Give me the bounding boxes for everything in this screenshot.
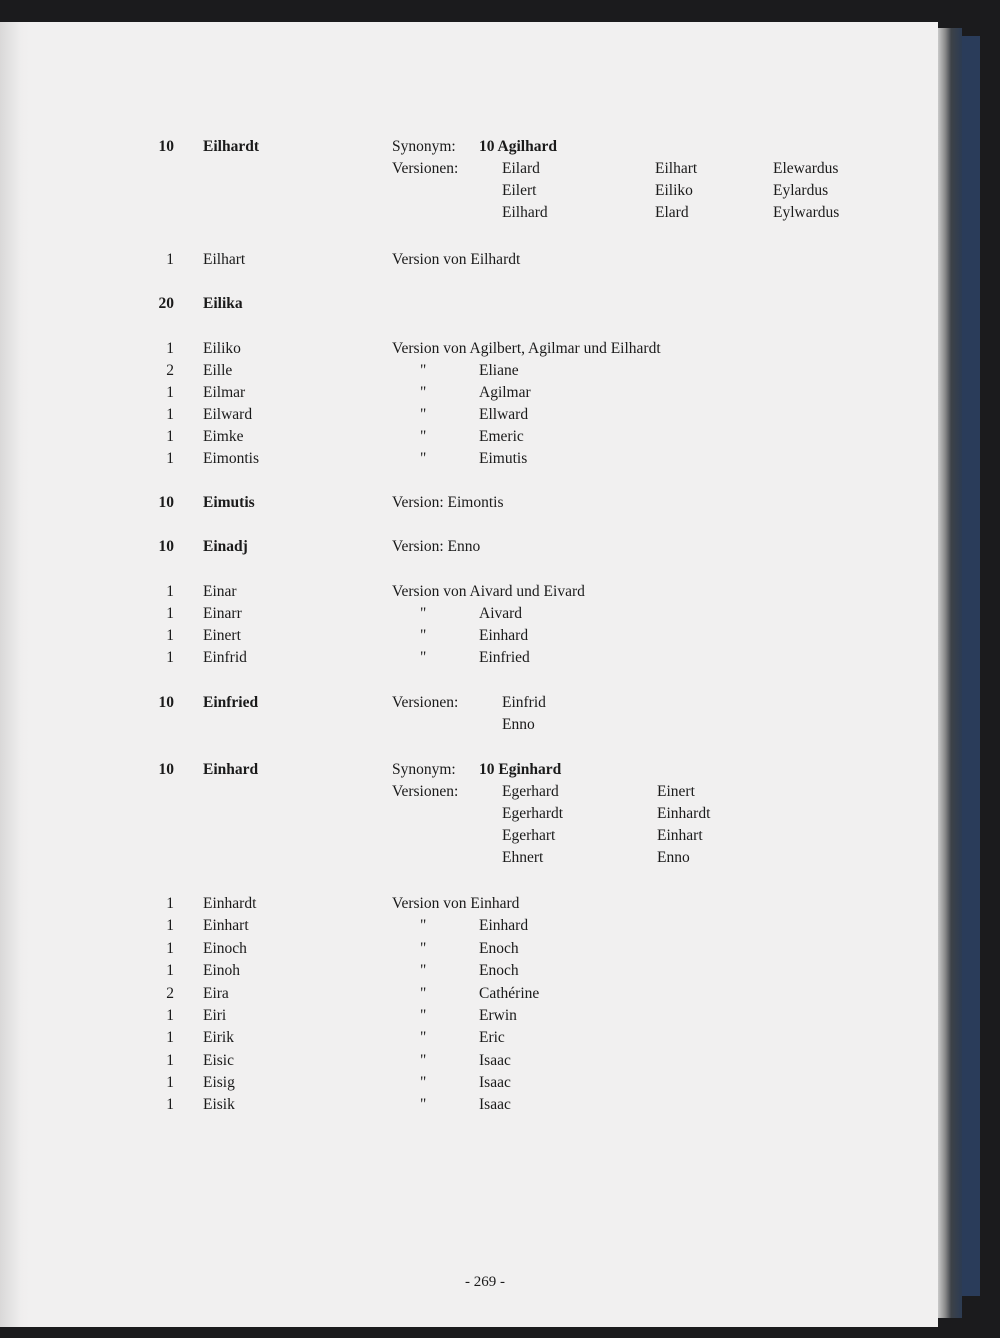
entry-info: Version von Einhard xyxy=(392,895,520,912)
entry-info: Eilhart xyxy=(655,160,698,177)
entry-name: Eimontis xyxy=(203,450,259,467)
entry-info: Enoch xyxy=(479,962,519,979)
ditto-mark: " xyxy=(420,1007,427,1024)
entry-info: Versionen: xyxy=(392,694,459,711)
entry-info: Einhard xyxy=(479,917,529,934)
entry-info: 10 Agilhard xyxy=(479,138,557,155)
entry-count: 10 xyxy=(158,538,174,555)
entry-info: Eilert xyxy=(502,182,537,199)
entry-name: Eimutis xyxy=(203,494,255,511)
entry-name: Eiliko xyxy=(203,340,241,357)
entry-count: 10 xyxy=(158,761,174,778)
entry-info: Synonym: xyxy=(392,761,456,778)
entry-info: Einhard xyxy=(479,627,529,644)
entry-count: 1 xyxy=(166,428,174,445)
entry-name: Einert xyxy=(203,627,241,644)
ditto-mark: " xyxy=(420,428,427,445)
entry-info: Einhardt xyxy=(657,805,711,822)
entry-info: Emeric xyxy=(479,428,524,445)
entry-info: Eric xyxy=(479,1029,505,1046)
entry-name: Einhart xyxy=(203,917,249,934)
entry-name: Einfrid xyxy=(203,649,247,666)
entry-name: Einarr xyxy=(203,605,242,622)
page-gutter-shadow xyxy=(0,22,30,1327)
entry-info: Einfried xyxy=(479,649,530,666)
entry-count: 10 xyxy=(158,694,174,711)
entry-count: 10 xyxy=(158,494,174,511)
entry-info: 10 Eginhard xyxy=(479,761,562,778)
entry-name: Eilhardt xyxy=(203,138,259,155)
book-edge xyxy=(938,28,962,1318)
entry-name: Eilhart xyxy=(203,251,246,268)
entry-count: 10 xyxy=(158,138,174,155)
ditto-mark: " xyxy=(420,649,427,666)
entry-info: Eilard xyxy=(502,160,540,177)
entry-count: 1 xyxy=(166,940,174,957)
entry-name: Eisic xyxy=(203,1052,234,1069)
entry-name: Eiri xyxy=(203,1007,227,1024)
entry-info: Erwin xyxy=(479,1007,517,1024)
entry-name: Eilmar xyxy=(203,384,246,401)
entry-info: Version: Eimontis xyxy=(392,494,504,511)
entry-count: 2 xyxy=(166,985,174,1002)
ditto-mark: " xyxy=(420,406,427,423)
entry-count: 1 xyxy=(166,340,174,357)
entry-count: 20 xyxy=(158,295,174,312)
ditto-mark: " xyxy=(420,1096,427,1113)
entry-count: 1 xyxy=(166,1007,174,1024)
entry-info: Isaac xyxy=(479,1096,511,1113)
entry-count: 1 xyxy=(166,1096,174,1113)
entry-info: Eliane xyxy=(479,362,519,379)
entry-count: 1 xyxy=(166,1029,174,1046)
entry-count: 1 xyxy=(166,251,174,268)
entry-info: Isaac xyxy=(479,1052,511,1069)
entry-info: Einert xyxy=(657,783,695,800)
ditto-mark: " xyxy=(420,1029,427,1046)
entry-name: Einadj xyxy=(203,538,248,555)
entry-info: Enno xyxy=(502,716,535,733)
entry-info: Version von Eilhardt xyxy=(392,251,521,268)
entry-info: Einhart xyxy=(657,827,703,844)
entry-name: Einar xyxy=(203,583,237,600)
entry-count: 1 xyxy=(166,450,174,467)
book-cover-edge xyxy=(962,36,980,1296)
entry-name: Eille xyxy=(203,362,233,379)
entry-count: 1 xyxy=(166,605,174,622)
entry-name: Eirik xyxy=(203,1029,234,1046)
entry-name: Einoh xyxy=(203,962,241,979)
entry-count: 1 xyxy=(166,406,174,423)
ditto-mark: " xyxy=(420,605,427,622)
entry-info: Agilmar xyxy=(479,384,531,401)
entry-info: Version von Aivard und Eivard xyxy=(392,583,585,600)
entry-info: Enoch xyxy=(479,940,519,957)
entry-count: 1 xyxy=(166,895,174,912)
entry-count: 1 xyxy=(166,583,174,600)
ditto-mark: " xyxy=(420,917,427,934)
entry-info: Egerhardt xyxy=(502,805,564,822)
ditto-mark: " xyxy=(420,627,427,644)
entry-name: Einfried xyxy=(203,694,259,711)
entry-count: 1 xyxy=(166,627,174,644)
entry-info: Elewardus xyxy=(773,160,839,177)
entry-info: Synonym: xyxy=(392,138,456,155)
entry-info: Egerhard xyxy=(502,783,559,800)
ditto-mark: " xyxy=(420,962,427,979)
entry-count: 1 xyxy=(166,649,174,666)
entry-count: 1 xyxy=(166,962,174,979)
entry-info: Ehnert xyxy=(502,849,544,866)
entry-info: Eimutis xyxy=(479,450,528,467)
entry-count: 1 xyxy=(166,917,174,934)
entry-name: Einoch xyxy=(203,940,247,957)
entry-info: Version von Agilbert, Agilmar und Eilhardt xyxy=(392,340,661,357)
ditto-mark: " xyxy=(420,362,427,379)
entry-name: Eilward xyxy=(203,406,253,423)
entry-name: Eilika xyxy=(203,295,243,312)
entry-count: 1 xyxy=(166,1052,174,1069)
entry-name: Eira xyxy=(203,985,229,1002)
ditto-mark: " xyxy=(420,450,427,467)
entry-info: Versionen: xyxy=(392,160,459,177)
entry-count: 2 xyxy=(166,362,174,379)
entry-info: Cathérine xyxy=(479,985,540,1002)
entry-info: Egerhart xyxy=(502,827,556,844)
entry-info: Versionen: xyxy=(392,783,459,800)
entry-name: Einhardt xyxy=(203,895,257,912)
entry-name: Eisik xyxy=(203,1096,235,1113)
ditto-mark: " xyxy=(420,1074,427,1091)
entry-info: Aivard xyxy=(479,605,523,622)
entry-count: 1 xyxy=(166,384,174,401)
ditto-mark: " xyxy=(420,940,427,957)
entry-info: Eylardus xyxy=(773,182,829,199)
entry-info: Ellward xyxy=(479,406,529,423)
entry-info: Isaac xyxy=(479,1074,511,1091)
ditto-mark: " xyxy=(420,384,427,401)
entry-name: Eisig xyxy=(203,1074,235,1091)
entry-info: Eilhard xyxy=(502,204,548,221)
page-number: - 269 - xyxy=(465,1274,505,1290)
entry-info: Enno xyxy=(657,849,690,866)
entry-count: 1 xyxy=(166,1074,174,1091)
entry-info: Version: Enno xyxy=(392,538,481,555)
entry-name: Eimke xyxy=(203,428,244,445)
entry-info: Eiliko xyxy=(655,182,693,199)
ditto-mark: " xyxy=(420,985,427,1002)
book-page xyxy=(0,22,938,1327)
entry-name: Einhard xyxy=(203,761,259,778)
entry-info: Einfrid xyxy=(502,694,546,711)
ditto-mark: " xyxy=(420,1052,427,1069)
entry-info: Elard xyxy=(655,204,689,221)
entry-info: Eylwardus xyxy=(773,204,840,221)
